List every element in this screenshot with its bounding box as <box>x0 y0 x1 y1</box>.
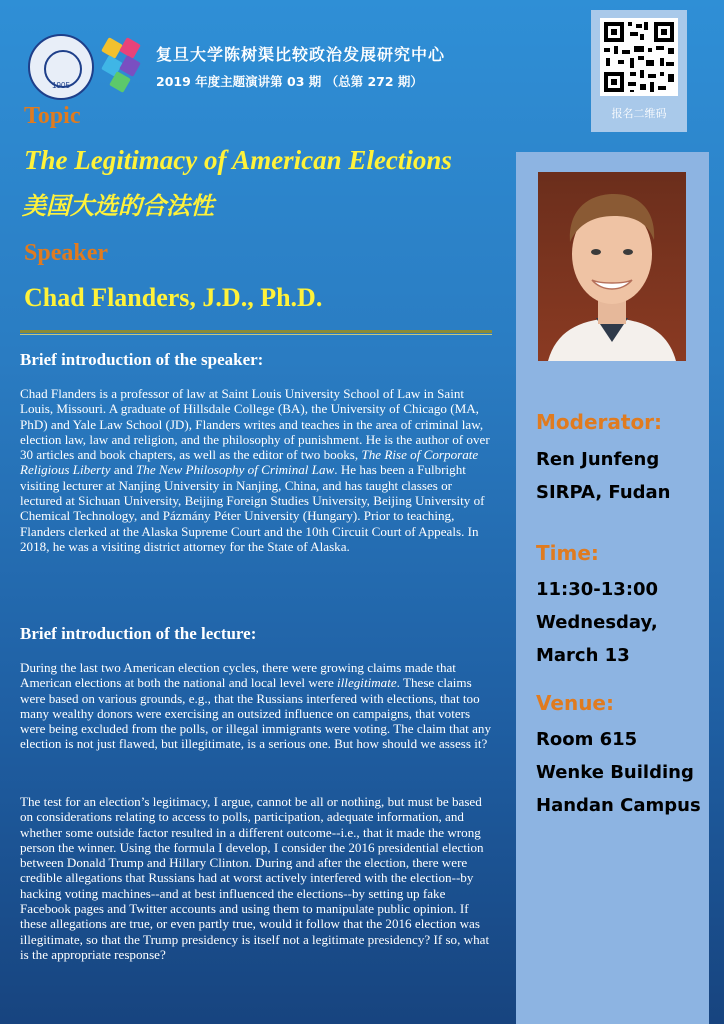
bio-and: and <box>110 462 137 478</box>
qr-code-graphic <box>600 18 678 96</box>
speaker-photo <box>538 172 686 361</box>
lecture-text-1b: . These claims were based on various grounds, e.g., that the Russians interfered with elections, that too many wealthy donors were exercising an outsized influence on campaigns, that voters were being excluded from the polls, or illegal immigrants were voting. The claim that any election is not just flawed, but illegitimate, is a serious one. But how should we assess it? <box>20 675 491 752</box>
moderator-label: Moderator: <box>536 410 663 434</box>
header <box>28 34 588 104</box>
qr-registration-box <box>591 10 687 132</box>
center-name: 复旦大学陈树渠比较政治发展研究中心 <box>156 45 446 64</box>
title-divider-highlight <box>20 334 492 335</box>
time-range: 11:30-13:00 <box>536 579 659 600</box>
bio-book-2: The New Philosophy of Criminal Law <box>136 462 335 478</box>
bio-book-1: The Rise of Corporate Religious Liberty <box>20 447 479 478</box>
moderator-org: SIRPA, Fudan <box>536 482 671 503</box>
time-date: March 13 <box>536 645 630 666</box>
seal-year: 1905 <box>52 81 70 90</box>
lecture-title-chinese: 美国大选的合法性 <box>22 192 214 220</box>
time-day: Wednesday, <box>536 612 658 633</box>
lecture-intro-paragraph-1 <box>20 660 492 752</box>
cube-pink <box>119 37 141 59</box>
fudan-university-seal <box>28 34 94 100</box>
lecture-series-number: 2019 年度主题演讲第 03 期 （总第 272 期） <box>156 74 423 89</box>
speaker-label: Speaker <box>24 240 108 266</box>
lecture-intro-heading: Brief introduction of the lecture: <box>20 624 257 643</box>
moderator-name: Ren Junfeng <box>536 449 660 470</box>
center-cube-logo <box>98 34 148 96</box>
speaker-photo-graphic <box>538 172 686 361</box>
lecture-text-italic: illegitimate <box>337 675 397 691</box>
lecture-intro-paragraph-2: The test for an election’s legitimacy, I argue, cannot be all or nothing, but must be based on considerations relating to access to polls, participation, adequate information, and whether some outside factor resulted in a different outcome--i.e., that it made the wrong person the winner. Using the formula I develop, I consider the 2016 presidential election between Donald Trump and Hillary Clinton. During and after the election, there were credible allegations that Russians had at worst actively interfered with the election--by hacking voting machines--and at best influenced the elections--by setting up fake Facebook pages and Twitter accounts and using them to manipulate public opinion. If these allegations are true, or even partly true, would it follow that the 2016 election was illegitimate, so that the Trump presidency is itself not a legitimate presidency? If so, what is the appropriate response? <box>20 794 490 962</box>
venue-building: Wenke Building <box>536 762 694 783</box>
speaker-bio-text <box>20 386 492 554</box>
venue-room: Room 615 <box>536 729 638 750</box>
venue-label: Venue: <box>536 691 614 715</box>
bio-text-1: Chad Flanders is a professor of law at Saint Louis University School of Law in Saint Louis, Missouri. A graduate of Hillsdale College (BA), the University of Chicago (MA, PhD) and Yale Law School (JD), Flanders writes and teaches in the area of criminal law, election law, law and religion, and the philosophy of punishment. He is the author of over 30 articles and book chapters, as well as the editor of two books, <box>20 386 490 463</box>
time-label: Time: <box>536 541 599 565</box>
title-divider <box>20 330 492 333</box>
speaker-name: Chad Flanders, J.D., Ph.D. <box>24 283 323 312</box>
venue-campus: Handan Campus <box>536 795 701 816</box>
lecture-title-english: The Legitimacy of American Elections <box>24 145 452 175</box>
qr-code[interactable] <box>600 18 678 96</box>
bio-text-2: . He has been a Fulbright visiting lecturer at Nanjing University in Nanjing, China, and has taught classes or lectured at Sichuan University, Beijing Foreign Studies University, Beijing University of Chemical Technology, and Pázmány Péter University (Hungary). Prior to teaching, Flanders clerked at the Alaska Supreme Court and the 10th Circuit Court of Appeals. In 2018, he was a visiting district attorney for the State of Alaska. <box>20 462 485 554</box>
qr-label: 报名二维码 <box>611 107 667 120</box>
topic-label: Topic <box>24 103 81 129</box>
lecture-text-1a: During the last two American election cycles, there were growing claims made that American elections at both the national and local level were <box>20 660 456 691</box>
speaker-bio-heading: Brief introduction of the speaker: <box>20 350 264 369</box>
